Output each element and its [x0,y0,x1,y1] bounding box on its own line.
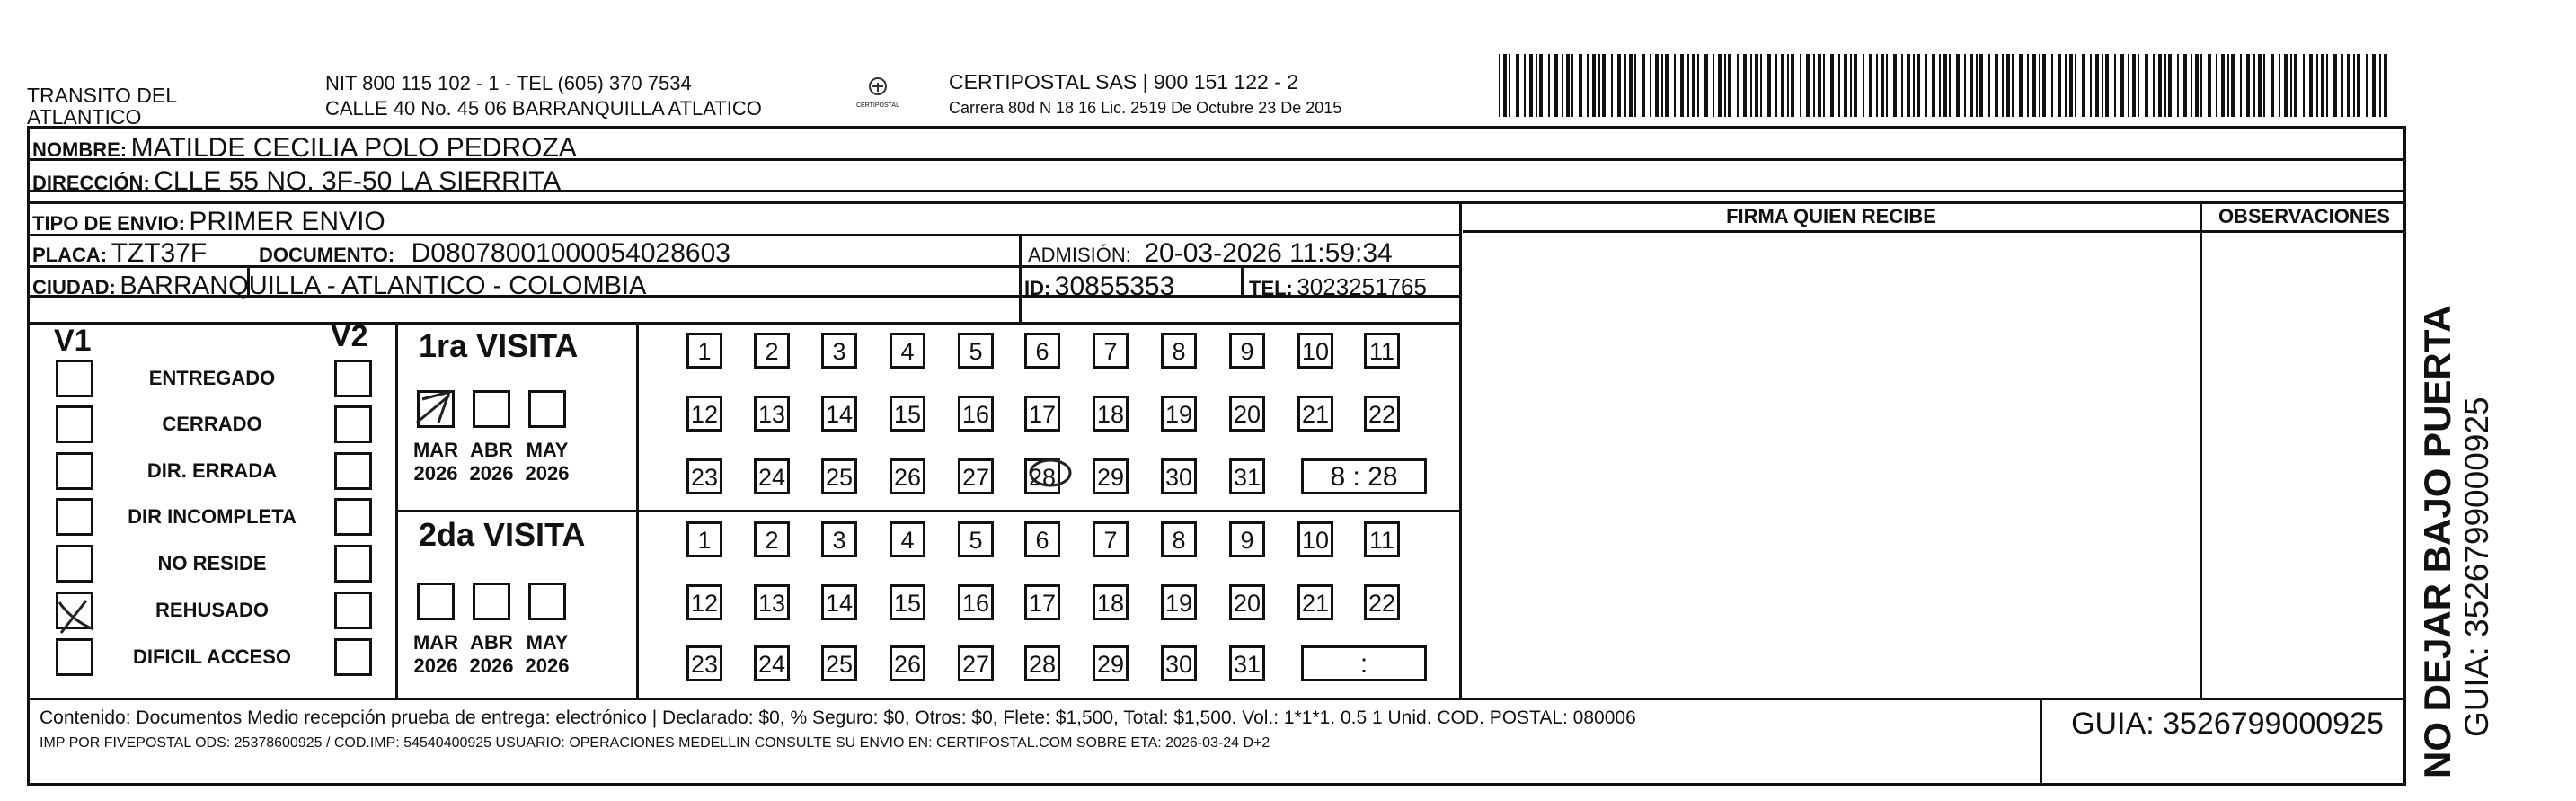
barcode-bar [1718,54,1722,117]
barcode-bar [1823,54,1825,117]
barcode-bar [1932,54,1935,117]
day-box[interactable]: 29 [1093,458,1129,494]
barcode-bar [2321,54,2324,117]
day-box[interactable]: 3 [821,521,857,557]
day-box[interactable]: 18 [1093,396,1129,432]
v2-checkbox[interactable] [334,638,372,676]
status-label: DIR. ERRADA [146,459,278,482]
day-box[interactable]: 21 [1297,584,1333,620]
month-checkbox-abr[interactable] [473,390,510,428]
day-box[interactable]: 17 [1024,584,1060,620]
barcode-bar [1925,54,1927,117]
v2-checkbox[interactable] [334,498,372,536]
barcode-bar [2075,54,2076,117]
barcode-bar [2095,54,2099,117]
barcode-bar [1806,54,1810,117]
barcode-bar [2246,54,2250,117]
barcode-bar [1813,54,1815,117]
day-box[interactable]: 24 [754,645,790,681]
month-checkbox-may[interactable] [528,390,566,428]
day-box[interactable]: 25 [821,458,857,494]
barcode-bar [2051,54,2053,117]
barcode-bar [2227,54,2229,117]
barcode-bar [2132,54,2136,117]
day-box[interactable]: 8 [1161,333,1197,369]
time-box[interactable]: 8 : 28 [1301,458,1427,494]
v2-checkbox[interactable] [334,592,372,629]
direccion-row [32,166,561,197]
barcode-bar [2379,54,2381,117]
barcode-bar [2058,54,2061,117]
barcode-bar [1787,54,1789,117]
tel-label: TEL: [1249,277,1293,299]
barcode-bar [1956,54,1960,117]
barcode-bar [1499,54,1500,117]
barcode-bar [1818,54,1821,117]
day-box[interactable]: 13 [754,584,790,620]
day-box[interactable]: 5 [958,521,994,557]
company-license: Carrera 80d N 18 16 Lic. 2519 De Octubre 23 De 2015 [949,99,1342,117]
day-box[interactable]: 5 [958,333,994,369]
direccion-label: DIRECCIÓN: [32,172,150,194]
barcode-bar [1503,54,1507,117]
sender-address: CALLE 40 No. 45 06 BARRANQUILLA ATLATICO [325,97,762,120]
barcode-bar [1687,54,1689,117]
barcode-bar [2145,54,2148,117]
barcode-bar [1554,54,1558,117]
barcode-bar [1854,54,1857,117]
status-label: ENTREGADO [148,367,276,389]
day-box[interactable]: 28 [1024,645,1060,681]
barcode-bar [2012,54,2014,117]
sender-name: TRANSITO DEL ATLANTICO [27,84,177,129]
barcode-bar [1674,54,1676,117]
tipo-label: TIPO DE ENVIO: [32,212,185,235]
barcode-bar [2090,54,2092,117]
barcode-bar [1970,54,1973,117]
barcode-bar [1642,54,1645,117]
observaciones-label: OBSERVACIONES [2217,205,2391,227]
barcode-bar [1800,54,1801,117]
barcode-bar [2102,54,2103,117]
barcode-bar [2153,54,2155,117]
day-box[interactable]: 9 [1229,333,1265,369]
barcode-bar [2366,54,2368,117]
month-year: 2026 [525,654,570,677]
month-label [520,439,574,485]
day-box[interactable]: 10 [1297,333,1333,369]
barcode-bar [1713,54,1714,117]
barcode-bar [1939,54,1941,117]
v2-checkbox[interactable] [334,360,372,397]
day-box[interactable]: 7 [1093,521,1129,557]
barcode-bar [2019,54,2023,117]
barcode-bar [2279,54,2280,117]
barcode-bar [1830,54,1834,117]
day-box[interactable]: 23 [686,645,722,681]
barcode-bar [1755,54,1758,117]
barcode-bar [1844,54,1847,117]
day-box[interactable]: 3 [821,333,857,369]
day-box[interactable]: 1 [686,333,722,369]
month-name: MAY [526,631,569,654]
barcode-bar [2105,54,2109,117]
day-box[interactable]: 19 [1161,396,1197,432]
day-box[interactable]: 29 [1093,645,1129,681]
day-box[interactable]: 30 [1161,645,1197,681]
admision-value: 20-03-2026 11:59:34 [1144,238,1393,268]
admision-field [1028,238,1393,269]
month-name: ABR [470,439,513,461]
footer-guia: GUIA: 3526799000925 [2071,707,2384,741]
day-box[interactable]: 11 [1364,521,1400,557]
month-year: 2026 [413,654,458,677]
barcode-bar [1697,54,1699,117]
v1-checkbox[interactable] [56,638,93,676]
barcode-bar [2284,54,2288,117]
side-guia-label: GUIA: 3526799000925 [2458,396,2495,737]
barcode-bar [1881,54,1884,117]
barcode-bar [1529,54,1533,117]
barcode-bar [2183,54,2187,117]
barcode-bar [2353,54,2355,117]
day-box[interactable]: 23 [686,458,722,494]
barcode-bar [1562,54,1563,117]
barcode-bar [1634,54,1636,117]
v2-checkbox[interactable] [334,405,372,443]
barcode-bar [1976,54,1978,117]
month-checkbox-mar[interactable] [417,390,455,428]
day-box[interactable]: 24 [754,458,790,494]
barcode-bar [1750,54,1752,117]
barcode-bar [2177,54,2179,117]
day-box[interactable]: 16 [958,396,994,432]
barcode-bar [1524,54,1526,117]
ciudad-label: CIUDAD: [32,276,116,298]
documento-value: D08078001000054028603 [411,238,730,268]
day-box[interactable]: 25 [821,645,857,681]
barcode-bar [1901,54,1903,117]
v1-checkbox[interactable] [56,452,93,490]
barcode-bar [2216,54,2217,117]
month-name: MAY [526,439,569,461]
placa-field [32,238,207,269]
day-box[interactable]: 1 [686,521,722,557]
barcode [1499,54,2397,121]
documento-label: DOCUMENTO: [259,244,395,266]
barcode-bar [1943,54,1947,117]
footer-imp: IMP POR FIVEPOSTAL ODS: 25378600925 / COD.IMP: 54540400925 USUARIO: OPERACIONES MEDELLIN CONSULTE SU ENVIO EN: CERTIPOSTAL.COM SOBRE ETA: 2026-03-24 D+2 [40,735,1270,751]
day-box[interactable]: 30 [1161,458,1197,494]
barcode-bar [1516,54,1519,117]
day-box[interactable]: 22 [1364,584,1400,620]
month-label [465,439,518,485]
status-label: DIFICIL ACCESO [132,645,291,668]
barcode-bar [2290,54,2292,117]
barcode-bar [1704,54,1708,117]
barcode-bar [1592,54,1596,117]
day-box[interactable]: 27 [958,458,994,494]
tel-value: 3023251765 [1297,273,1427,300]
footer-contenido: Contenido: Documentos Medio recepción prueba de entrega: electrónico | Declarado: $0, % Seguro: $0, Otros: $0, Flete: $1,500, Total: $1,500. Vol.: 1*1*1. 0.5 1 Unid. COD. POSTAL: 080006 [40,708,1636,728]
day-box[interactable]: 20 [1229,396,1265,432]
v1-checkbox[interactable] [56,405,93,443]
day-box[interactable]: 6 [1024,333,1060,369]
month-label [520,631,574,678]
day-box[interactable]: 18 [1093,584,1129,620]
day-box[interactable]: 20 [1229,584,1265,620]
day-box[interactable]: 14 [821,396,857,432]
barcode-bar [1917,54,1920,117]
tipo-value: PRIMER ENVIO [189,207,385,236]
id-label: ID: [1024,277,1051,299]
month-year: 2026 [525,462,570,485]
barcode-bar [1536,54,1537,117]
no-dejar-label: NO DEJAR BAJO PUERTA [2416,305,2458,779]
day-box[interactable]: 27 [958,645,994,681]
day-box[interactable]: 12 [686,396,722,432]
barcode-bar [2164,54,2166,117]
barcode-bar [2384,54,2387,117]
month-label [465,631,518,678]
day-box[interactable]: 12 [686,584,722,620]
barcode-bar [2002,54,2004,117]
v1-label: V1 [54,324,92,358]
direccion-value: CLLE 55 NO. 3F-50 LA SIERRITA [154,166,562,196]
barcode-bar [2303,54,2305,117]
day-box[interactable]: 19 [1161,584,1197,620]
barcode-bar [1629,54,1633,117]
barcode-bar [1566,54,1570,117]
barcode-bar [1838,54,1840,117]
barcode-bar [1724,54,1726,117]
month-checkbox-mar[interactable] [417,583,455,620]
barcode-bar [1863,54,1864,117]
barcode-bar [2294,54,2297,117]
company-logo [849,74,907,117]
admision-label: ADMISIÓN: [1028,244,1131,266]
month-name: MAR [412,439,459,461]
v1-checkbox[interactable] [56,498,93,536]
month-checkbox-abr[interactable] [473,583,510,620]
barcode-bar [1988,54,1990,117]
barcode-bar [1611,54,1613,117]
barcode-bar [1509,54,1510,117]
barcode-bar [2138,54,2139,117]
day-box[interactable]: 2 [754,521,790,557]
logo-text: CERTIPOSTAL [856,102,899,109]
month-checkbox-may[interactable] [528,583,566,620]
barcode-bar [1617,54,1621,117]
barcode-bar [1781,54,1784,117]
v1-checkbox[interactable] [56,360,93,397]
v1-checkbox[interactable] [56,545,93,583]
day-box[interactable]: 14 [821,584,857,620]
barcode-bar [1995,54,1998,117]
day-box[interactable]: 6 [1024,521,1060,557]
barcode-bar [2372,54,2376,117]
barcode-bar [1949,54,1951,117]
barcode-bar [2208,54,2211,117]
day-box[interactable]: 2 [754,333,790,369]
v2-checkbox[interactable] [334,545,372,583]
day-box[interactable]: 31 [1229,458,1265,494]
documento-field [259,238,730,269]
barcode-bar [1737,54,1739,117]
barcode-bar [2333,54,2337,117]
barcode-bar [2341,54,2343,117]
barcode-bar [2258,54,2262,117]
barcode-bar [1893,54,1897,117]
barcode-bar [2271,54,2274,117]
company-name: CERTIPOSTAL SAS | 900 151 122 - 2 [949,70,1299,93]
day-box[interactable]: 26 [890,645,925,681]
day-box[interactable]: 11 [1364,333,1400,369]
barcode-bar [1587,54,1589,117]
barcode-bar [1571,54,1573,117]
barcode-bar [1665,54,1669,117]
barcode-bar [2114,54,2116,117]
barcode-bar [2191,54,2192,117]
firma-label: FIRMA QUIEN RECIBE [1726,205,1936,227]
barcode-bar [1602,54,1606,117]
barcode-bar [1907,54,1910,117]
barcode-bar [2347,54,2350,117]
day-box[interactable]: 9 [1229,521,1265,557]
day-box[interactable]: 28 [1024,458,1060,494]
day-box[interactable]: 4 [890,333,925,369]
ciudad-value: BARRANQUILLA - ATLANTICO - COLOMBIA [120,271,647,300]
time-box[interactable]: : [1301,645,1427,681]
barcode-bar [2253,54,2255,117]
barcode-bar [2263,54,2265,117]
placa-value: TZT37F [111,238,208,268]
barcode-bar [2120,54,2124,117]
barcode-bar [1624,54,1626,117]
barcode-bar [2221,54,2225,117]
day-box[interactable]: 21 [1297,396,1333,432]
barcode-bar [2168,54,2172,117]
month-name: ABR [470,631,513,654]
sender-nit: NIT 800 115 102 - 1 - TEL (605) 370 7534 [325,72,692,94]
barcode-bar [1655,54,1659,117]
first-visit-title: 1ra VISITA [419,327,579,364]
nombre-label: NOMBRE: [32,138,128,161]
barcode-bar [1579,54,1582,117]
barcode-bar [2032,54,2036,117]
barcode-bar [1767,54,1771,117]
barcode-bar [1548,54,1550,117]
status-label: REHUSADO [155,599,269,621]
day-box[interactable]: 26 [890,458,925,494]
barcode-bar [1850,54,1852,117]
id-value: 30855353 [1054,271,1175,301]
barcode-bar [1913,54,1915,117]
v2-checkbox[interactable] [334,452,372,490]
status-label: DIR INCOMPLETA [128,505,297,528]
month-name: MAR [412,631,459,654]
barcode-bar [2316,54,2318,117]
day-box[interactable]: 15 [890,584,925,620]
barcode-bar [1539,54,1543,117]
day-box[interactable]: 4 [890,521,925,557]
month-year: 2026 [469,462,514,485]
v2-label: V2 [331,319,368,353]
day-box[interactable]: 17 [1024,396,1060,432]
barcode-bar [2309,54,2313,117]
tel-field [1249,273,1427,301]
v1-checkbox[interactable] [56,592,93,629]
id-field [1024,271,1174,302]
side-text-block [2417,113,2496,779]
barcode-bar [2158,54,2162,117]
barcode-bar [2195,54,2199,117]
barcode-bar [2357,54,2360,117]
barcode-bar [1743,54,1747,117]
month-year: 2026 [413,462,458,485]
barcode-bar [1791,54,1794,117]
barcode-bar [1775,54,1777,117]
barcode-bar [1661,54,1663,117]
day-box[interactable]: 31 [1229,645,1265,681]
status-label: NO RESIDE [157,552,267,574]
barcode-bar [1728,54,1731,117]
barcode-bar [1886,54,1888,117]
barcode-bar [2231,54,2235,117]
barcode-bar [2128,54,2129,117]
placa-label: PLACA: [32,244,108,266]
month-year: 2026 [469,654,514,677]
barcode-bar [1650,54,1651,117]
day-box[interactable]: 13 [754,396,790,432]
day-box[interactable]: 7 [1093,333,1129,369]
barcode-bar [2326,54,2328,117]
barcode-bar [2006,54,2010,117]
day-box[interactable]: 10 [1297,521,1333,557]
tipo-row [32,207,385,237]
barcode-bar [2240,54,2242,117]
status-label: CERRADO [162,413,262,435]
barcode-bar [1598,54,1600,117]
barcode-bar [1869,54,1872,117]
month-label [409,631,463,678]
nombre-row [32,133,577,164]
barcode-bar [2069,54,2073,117]
barcode-bar [2042,54,2046,117]
barcode-bar [2027,54,2029,117]
barcode-bar [1979,54,1983,117]
nombre-value: MATILDE CECILIA POLO PEDROZA [130,133,577,163]
day-box[interactable]: 15 [890,396,925,432]
barcode-bar [2065,54,2067,117]
barcode-bar [2082,54,2085,117]
barcode-bar [2039,54,2040,117]
second-visit-title: 2da VISITA [419,516,586,553]
day-box[interactable]: 22 [1364,396,1400,432]
month-label [409,439,463,485]
barcode-bar [1692,54,1695,117]
barcode-bar [1760,54,1762,117]
barcode-bar [1964,54,1966,117]
day-box[interactable]: 16 [958,584,994,620]
barcode-bar [2200,54,2202,117]
day-box[interactable]: 8 [1161,521,1197,557]
ciudad-field [32,271,646,301]
barcode-bar [1680,54,1684,117]
barcode-bar [1876,54,1878,117]
